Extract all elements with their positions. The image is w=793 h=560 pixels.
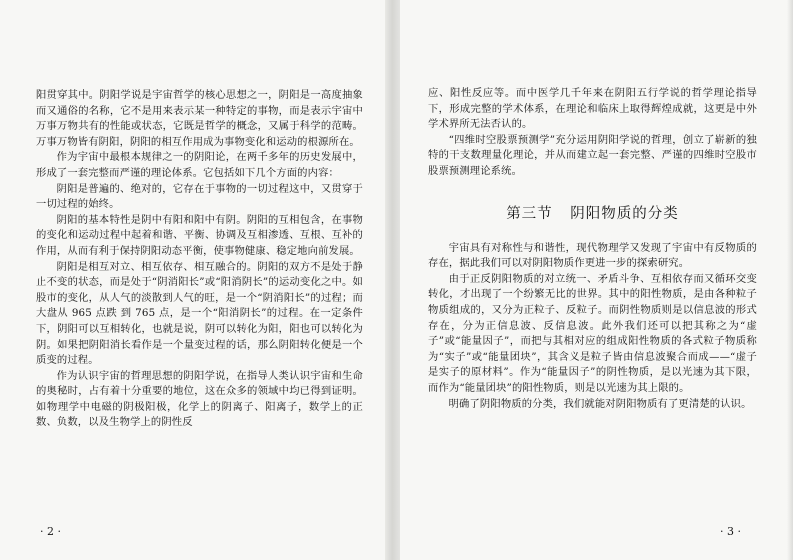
- right-page-number: · 3 ·: [720, 525, 741, 538]
- section-heading: [428, 202, 757, 223]
- section-label: 第三节: [506, 205, 553, 222]
- left-page-number: · 2 ·: [40, 525, 61, 538]
- left-paragraph-1: 阳贯穿其中。阴阳学说是宇宙哲学的核心思想之一，阴阳是一高度抽象而又通俗的名称，它不是用来表示某一种特定的事物，而是表示宇宙中万事万物共有的性能或状态，它既是哲学的概念，又属于科学的范畴。万事万物皆有阴阳，阴阳的相互作用成为事物变化和运动的根源所在。: [36, 89, 363, 148]
- left-paragraph-2: 作为宇宙中最根本规律之一的阴阳论，在两千多年的历史发展中，形成了一套完整而严谨的理论体系。它包括如下几个方面的内容：: [36, 151, 363, 179]
- left-paragraph-6: 作为认识宇宙的哲理思想的阴阳学说，在指导人类认识宇宙和生命的奥秘时，占有着十分重要的地位，这在众多的领域中均已得到证明。如物理学中电磁的阴极阳极，化学上的阴离子、阳离子，数学上的正数、负数，以及生物学上的阴性反: [36, 369, 363, 429]
- right-page: [400, 0, 793, 560]
- page-edge-shadow: [787, 0, 793, 560]
- left-page: [0, 0, 387, 560]
- right-paragraph-4: 由于正反阴阳物质的对立统一、矛盾斗争、互相依存而又循环交变转化，才出现了一个纷繁无比的世界。其中的阳性物质，是由各种粒子物质组成的，又分为正粒子、反粒子。而阴性物质则是以信息波的形式存在，分为正信息波、反信息波。此外我们还可以把其称之为“虚子”或“能量因子”，而把与其相对应的组成阳性物质的各式粒子物质称为“实子”或“能量团块”，其含义是粒子皆由信息波聚合而成——“虚子是实子的原材料”。作为“能量因子”的阴性物质，是以光速为其下限，而作为“能量团块”的阳性物质，则是以光速为其上限的。: [428, 272, 757, 394]
- right-paragraph-2: “四维时空股票预测学”充分运用阴阳学说的哲理，创立了崭新的独特的干支数理量化理论，并从而建立起一套完整、严谨的四维时空股市股票预测理论系统。: [428, 133, 757, 177]
- left-paragraph-3: 阴阳是普遍的、绝对的，它存在于事物的一切过程这中，又贯穿于一切过程的始终。: [36, 182, 363, 211]
- book-gutter: [385, 0, 401, 560]
- right-paragraph-5: 明确了阴阳物质的分类，我们就能对阴阳物质有了更清楚的认识。: [448, 397, 752, 410]
- section-title: 阴阳物质的分类: [570, 205, 679, 222]
- right-paragraph-3: 宇宙具有对称性与和谐性，现代物理学又发现了宇宙中有反物质的存在，据此我们可以对阴阳物质作更进一步的探索研究。: [428, 241, 757, 270]
- left-paragraph-4: 阴阳的基本特性是阴中有阳和阳中有阴。阴阳的互相包含，在事物的变化和运动过程中起着和谐、平衡、协调及互相渗透、互根、互补的作用，从而有利于保持阴阳动态平衡，使事物健康、稳定地向前发展。: [36, 213, 363, 257]
- left-paragraph-5: 阴阳是相互对立、相互依存、相互融合的。阴阳的双方不是处于静止不变的状态，而是处于“阴消阳长”或“阳消阴长”的运动变化之中。如股市的变化，从人气的淡散到人气的旺，是一个“阴消阳长”的过程；而大盘从 965 点跌 到 765 点，是一个“阳消阴长”的过程。在一定条件下，阴阳可以互相转化，也就是说，阴可以转化为阳，阳也可以转化为阴。如果把阴阳消长看作是一个量变过程的话，那么阴阳转化便是一个质变的过程。: [36, 260, 363, 367]
- right-paragraph-1: 应、阳性反应等。而中医学几千年来在阴阳五行学说的哲学理论指导下，形成完整的学术体系，在理论和临床上取得辉煌成就，这更是中外学术界所无法否认的。: [428, 87, 757, 131]
